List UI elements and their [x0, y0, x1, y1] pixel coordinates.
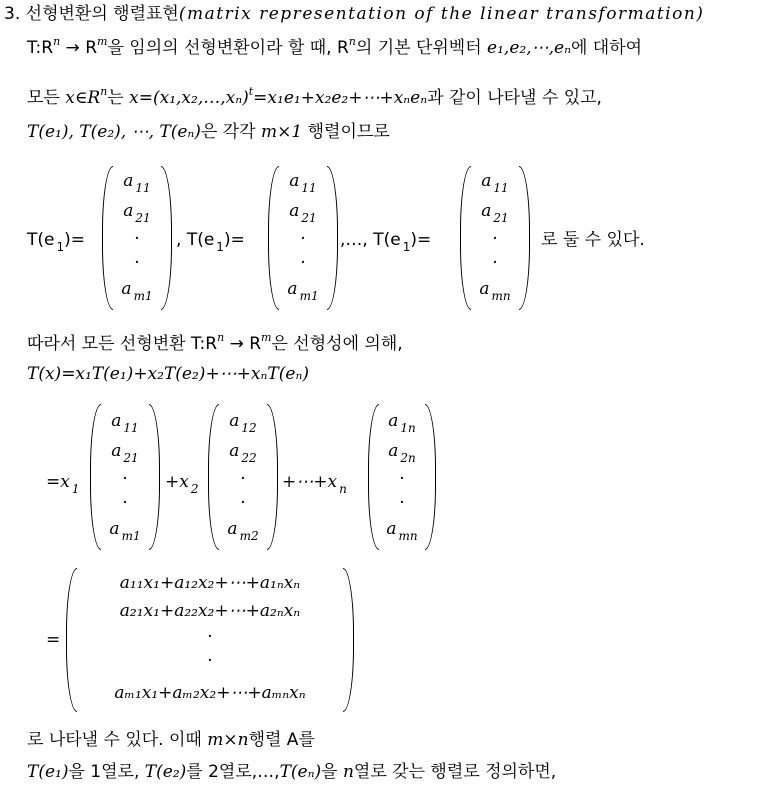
sum-vector-2 [208, 404, 278, 550]
entry: · [399, 493, 405, 513]
entry: · [399, 469, 405, 489]
entry: a $_{21}$ [123, 201, 151, 225]
text: )= [410, 230, 432, 250]
entry: a $_{11}$ [111, 411, 139, 435]
sum-vector-n [368, 404, 436, 550]
section-title [4, 2, 704, 26]
entry: a $_{11}$ [289, 171, 317, 195]
text: 에 대하여 [570, 38, 643, 58]
math: =x₁e₁+x₂e₂+⋯+xₙeₙ [253, 88, 428, 108]
math: x∈R [65, 88, 101, 108]
entry: a $_{m1}$ [121, 279, 153, 303]
text: )= [64, 230, 86, 250]
para1-line1 [27, 36, 642, 62]
entry: a $_{21}$ [289, 201, 317, 225]
math: m×n [207, 730, 249, 750]
product-row: · [207, 651, 213, 671]
section-title-ko: 선형변환의 행렬표현 [25, 4, 179, 24]
col-eq-label-2 [176, 228, 245, 253]
entry: · [134, 229, 140, 249]
entry: a $_{m2}$ [227, 519, 259, 543]
entry: · [134, 253, 140, 273]
entry: · [122, 469, 128, 489]
text: 의 기본 단위벡터 [355, 38, 488, 58]
product-row: a₁₁x₁+a₁₂x₂+⋯+a₁ₙxₙ [119, 573, 301, 593]
text: T:R [27, 38, 54, 58]
entry: · [300, 253, 306, 273]
math: T(e₂) [144, 762, 187, 782]
text: 행렬 A를 [248, 730, 315, 750]
product-row: aₘ₁x₁+aₘ₂x₂+⋯+aₘₙxₙ [114, 683, 306, 703]
text: T(e [373, 230, 401, 250]
math: n [342, 762, 354, 782]
entry: a $_{m1}$ [109, 519, 141, 543]
product-eq-equals: = [46, 630, 61, 650]
product-vector [66, 568, 354, 712]
entry: · [240, 469, 246, 489]
entry: · [300, 229, 306, 249]
entry: a $_{11}$ [123, 171, 151, 195]
entry: a $_{22}$ [229, 441, 257, 465]
text: 을 [321, 762, 343, 782]
section-number: 3. [4, 4, 21, 24]
text: T(e [186, 230, 215, 250]
subscript: 1 [216, 240, 224, 254]
entry: a $_{21}$ [111, 441, 139, 465]
text: 은 선형성에 의해, [271, 334, 403, 354]
text: 모든 [27, 88, 66, 108]
para3-line1 [27, 728, 315, 752]
col-eq-tail: 로 둘 수 있다. [541, 230, 645, 250]
text: 따라서 모든 선형변환 T:R [27, 334, 218, 354]
subscript: 1 [56, 240, 65, 254]
column-vector-3 [460, 166, 530, 310]
text: )= [223, 230, 245, 250]
superscript: n [217, 331, 225, 344]
entry: a $_{mn}$ [386, 519, 418, 543]
column-vector-2 [268, 166, 338, 310]
math: T(eₙ) [279, 762, 322, 782]
section-title-en: (matrix representation of the linear transformation) [178, 4, 705, 24]
entry: a $_{2n}$ [388, 441, 416, 465]
column-vector-1 [102, 166, 172, 310]
entry: a $_{1n}$ [388, 411, 416, 435]
text: , [176, 230, 182, 250]
text: 를 2열로,…, [186, 762, 280, 782]
para3-line2 [27, 760, 556, 784]
text: 을 임의의 선형변환이라 할 때, R [107, 38, 349, 58]
text: → R [60, 38, 98, 58]
superscript: n [100, 85, 108, 98]
superscript: m [97, 35, 108, 48]
text: 은 각각 [200, 122, 262, 142]
para1-line3 [27, 120, 390, 144]
text: 로 나타낼 수 있다. 이때 [27, 730, 208, 750]
math: T(e₁) [27, 762, 69, 782]
para1-line2 [27, 86, 602, 112]
para2-line1 [27, 332, 403, 358]
subscript: 1 [402, 240, 411, 254]
entry: · [492, 253, 498, 273]
entry: a $_{mn}$ [479, 279, 511, 303]
sum-vector-1 [90, 404, 160, 550]
entry: · [492, 229, 498, 249]
superscript: m [261, 331, 272, 344]
text: 열로 갖는 행렬로 정의하면, [353, 762, 557, 782]
superscript: t [248, 85, 254, 98]
entry: a $_{11}$ [481, 171, 509, 195]
para2-line2: T(x)=x₁T(e₁)+x₂T(e₂)+⋯+xₙT(eₙ) [27, 364, 309, 384]
sum-eq-termn-coef: +⋯+x $_n$ [282, 472, 347, 496]
text: 을 1열로, [68, 762, 145, 782]
entry: a $_{12}$ [229, 411, 257, 435]
sum-eq-term1-coef: =x $_1$ [46, 472, 80, 496]
math-basis: e₁,e₂,⋯,eₙ [487, 38, 571, 58]
math: m×1 [261, 122, 303, 142]
entry: a $_{m1}$ [287, 279, 319, 303]
text: → R [224, 334, 262, 354]
text: 는 [107, 88, 130, 108]
superscript: n [53, 35, 61, 48]
col-eq-label-3 [340, 228, 431, 253]
text: 과 같이 나타낼 수 있고, [427, 88, 602, 108]
product-row: a₂₁x₁+a₂₂x₂+⋯+a₂ₙxₙ [119, 601, 301, 621]
sum-eq-term2-coef: +x $_2$ [165, 472, 199, 496]
entry: a $_{21}$ [481, 201, 509, 225]
entry: · [122, 493, 128, 513]
text: ,…, [340, 230, 368, 250]
text: T(e [27, 230, 55, 250]
superscript: n [348, 35, 356, 48]
text: 행렬이므로 [302, 122, 390, 142]
math: T(e₁), T(e₂), ⋯, T(eₙ) [27, 122, 201, 142]
col-eq-label-1 [27, 228, 85, 253]
entry: · [240, 493, 246, 513]
product-row: · [207, 627, 213, 647]
math: x=(x₁,x₂,…,xₙ) [129, 88, 249, 108]
